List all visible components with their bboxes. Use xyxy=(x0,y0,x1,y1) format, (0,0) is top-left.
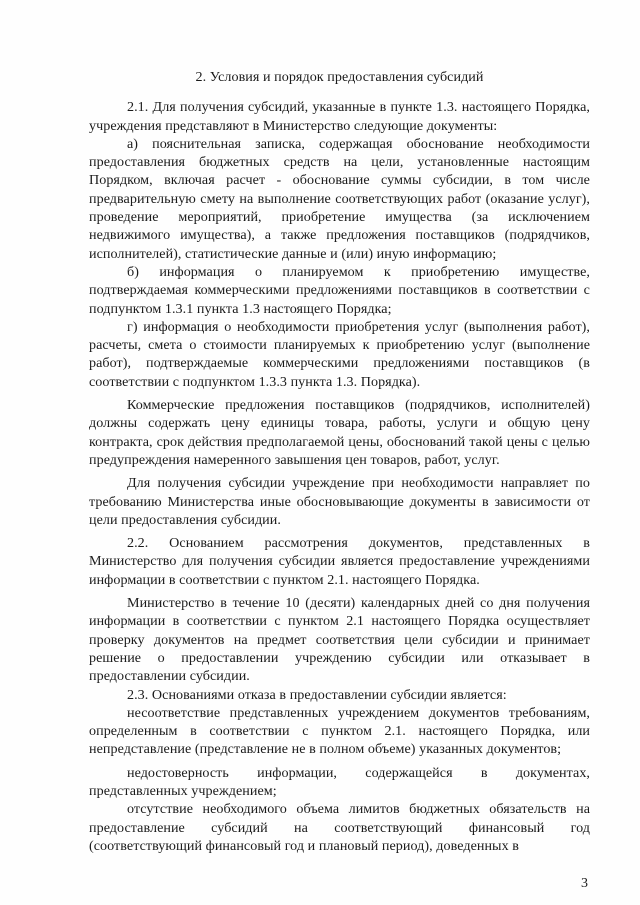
paragraph-refusal-noncompliance: несоответствие представленных учреждением документов требованиям, определенным в соответствии с пунктом 2.1. настоящего Порядка, или непредставление (представление не в полном объеме) указанных документов; xyxy=(89,704,590,758)
paragraph-commercial-offers: Коммерческие предложения поставщиков (подрядчиков, исполнителей) должны содержать цену единицы товара, работы, услуги и общую цену контракта, срок действия предполагаемой цены, обоснований такой цены с целью предупреждения намеренного завышения цен товаров, работ, услуг. xyxy=(89,397,590,468)
paragraph-item-b: б) информация о планируемом к приобретению имуществе, подтверждаемая коммерческими предложениями поставщиков в соответствии с подпунктом 1.3.1 пункта 1.3 настоящего Порядка; xyxy=(89,263,590,317)
page-number: 3 xyxy=(581,876,588,891)
paragraph-item-g: г) информация о необходимости приобретения услуг (выполнения работ), расчеты, смета о стоимости планируемых к приобретению услуг (выполнение работ), подтверждаемые коммерческими предложениями поставщиков (в соответствии с подпунктом 1.3.3 пункта 1.3. Порядка). xyxy=(89,318,590,390)
paragraph-ministry-review: Министерство в течение 10 (десяти) календарных дней со дня получения информации в соответствии с пунктом 2.1 настоящего Порядка осуществляет проверку документов на предмет соответствия цели субсидии и принимает решение о предоставлении учреждению субсидии или отказывает в предоставлении субсидии. xyxy=(89,595,590,685)
section-heading: 2. Условия и порядок предоставления субсидий xyxy=(195,69,484,85)
paragraph-2-1: 2.1. Для получения субсидий, указанные в пункте 1.3. настоящего Порядка, учреждения представляют в Министерство следующие документы: xyxy=(89,99,590,134)
document-body xyxy=(89,68,590,855)
paragraph-2-2: 2.2. Основанием рассмотрения документов, представленных в Министерство для получения субсидии является предоставление учреждениями информации в соответствии с пунктом 2.1. настоящего Порядка. xyxy=(89,535,590,588)
paragraph-additional-documents: Для получения субсидии учреждение при необходимости направляет по требованию Министерства иные обосновывающие документы в зависимости от цели предоставления субсидии. xyxy=(89,475,590,528)
paragraph-2-3: 2.3. Основаниями отказа в предоставлении субсидии является: xyxy=(127,686,507,703)
paragraph-item-a: а) пояснительная записка, содержащая обоснование необходимости предоставления бюджетных средств на цели, установленные настоящим Порядком, включая расчет - обоснование суммы субсидии, в том числе предварительную смету на выполнение соответствующих работ (оказание услуг), проведение мероприятий, приобретение имущества (за исключением недвижимого имущества), а также предложения поставщиков (подрядчиков, исполнителей), статистические данные и (или) иную информацию; xyxy=(89,135,590,262)
paragraph-refusal-inaccuracy: недостоверность информации, содержащейся в документах, представленных учреждением; xyxy=(89,764,590,799)
paragraph-refusal-limits: отсутствие необходимого объема лимитов бюджетных обязательств на предоставление субсидий на соответствующий финансовый год (соответствующий финансовый год и плановый период), доведенных в xyxy=(89,801,590,854)
